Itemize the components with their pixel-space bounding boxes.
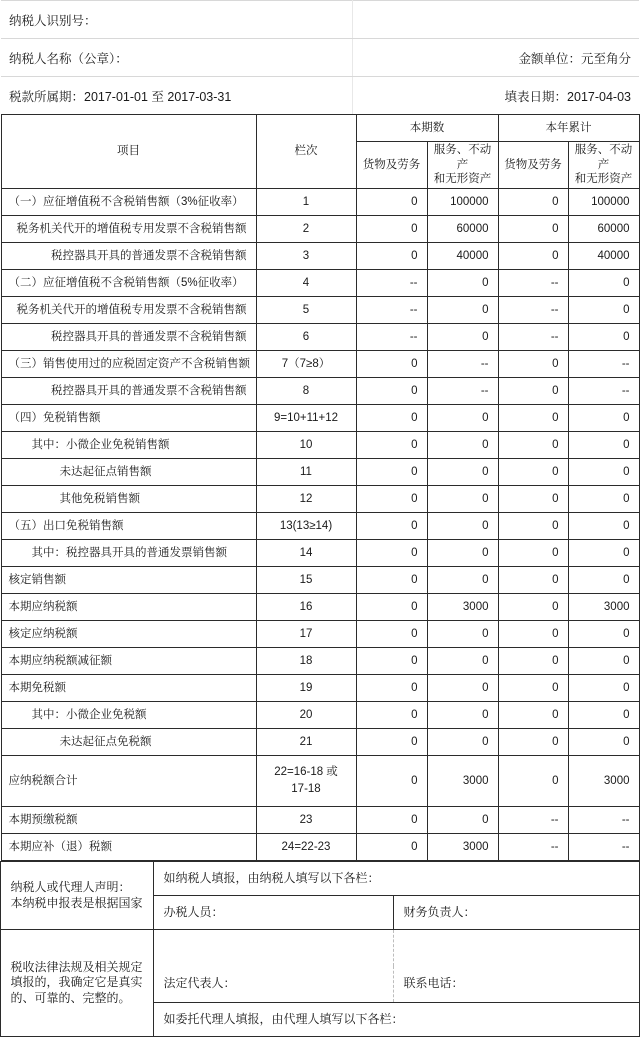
tax-handler-field[interactable]: 办税人员： [154, 896, 394, 930]
cell-current-goods[interactable]: 0 [356, 621, 427, 648]
row-item-label: 其中：税控器具开具的普通发票销售额 [1, 540, 256, 567]
line-number-part-2: 17-18 [291, 783, 321, 795]
cell-current-services[interactable]: 0 [427, 567, 498, 594]
row-line-number: 20 [256, 702, 356, 729]
line-number-part-1: 22=16-18 或 [274, 766, 338, 779]
cell-ytd-services[interactable]: -- [568, 807, 639, 834]
row-line-number: 19 [256, 675, 356, 702]
vat-table-body [1, 189, 639, 861]
table-row [1, 834, 639, 861]
table-row [1, 351, 639, 378]
declaration-row-3 [1, 930, 639, 967]
tax-period-label: 税款所属期：2017-01-01 至 2017-03-31 [1, 77, 353, 115]
declaration-line-2: 本纳税申报表是根据国家 [10, 895, 143, 910]
row-line-number: 5 [256, 297, 356, 324]
cell-ytd-services[interactable]: 0 [568, 270, 639, 297]
cell-ytd-goods[interactable]: 0 [498, 567, 568, 594]
table-row [1, 270, 639, 297]
table-row [1, 378, 639, 405]
legal-rep-spacer-left [154, 930, 394, 967]
table-row [1, 297, 639, 324]
row-item-label: 核定应纳税额 [1, 621, 256, 648]
row-item-label: 税务机关代开的增值税专用发票不含税销售额 [1, 297, 256, 324]
col-header-ytd-services [568, 142, 639, 189]
cell-ytd-services[interactable]: 100000 [568, 189, 639, 216]
table-row [1, 405, 639, 432]
cell-ytd-services[interactable]: 0 [568, 729, 639, 756]
contact-spacer-right [394, 930, 639, 967]
row-item-label: （二）应征增值税不含税销售额（5%征收率） [1, 270, 256, 297]
cell-current-services[interactable]: 0 [427, 432, 498, 459]
table-row [1, 432, 639, 459]
cell-ytd-services[interactable]: 40000 [568, 243, 639, 270]
row-line-number: 17 [256, 621, 356, 648]
cell-current-services[interactable]: 0 [427, 486, 498, 513]
row-item-label: 本期应补（退）税额 [1, 834, 256, 861]
row-item-label: 本期应纳税额 [1, 594, 256, 621]
cell-current-goods[interactable]: 0 [356, 729, 427, 756]
cell-current-goods[interactable]: 0 [356, 486, 427, 513]
taxpayer-name-label: 纳税人名称（公章）： [1, 39, 353, 77]
declaration-line-4: 填报的，我确定它是真实 [10, 975, 143, 990]
table-row [1, 324, 639, 351]
table-row [1, 729, 639, 756]
row-line-number: 8 [256, 378, 356, 405]
declaration-line-3: 税收法律法规及相关规定 [10, 959, 143, 974]
table-row [1, 189, 639, 216]
finance-officer-field[interactable]: 财务负责人： [394, 896, 639, 930]
cell-current-services[interactable]: 0 [427, 540, 498, 567]
row-line-number: 15 [256, 567, 356, 594]
row-item-label: （三）销售使用过的应税固定资产不含税销售额 [1, 351, 256, 378]
taxpayer-info-block [1, 0, 639, 114]
cell-ytd-services[interactable]: 0 [568, 405, 639, 432]
row-line-number: 12 [256, 486, 356, 513]
services-line-1: 服务、不动产 [433, 144, 492, 171]
cell-current-services[interactable]: 3000 [427, 594, 498, 621]
cell-current-goods[interactable]: 0 [356, 459, 427, 486]
cell-current-services[interactable]: 100000 [427, 189, 498, 216]
table-row [1, 648, 639, 675]
row-item-label: 应纳税额合计 [1, 756, 256, 807]
row-item-label: 本期免税额 [1, 675, 256, 702]
row-item-label: 税控器具开具的普通发票不含税销售额 [1, 378, 256, 405]
cell-ytd-goods[interactable]: 0 [498, 459, 568, 486]
row-line-number: 10 [256, 432, 356, 459]
table-row [1, 807, 639, 834]
row-line-number: 2 [256, 216, 356, 243]
table-row [1, 621, 639, 648]
row-line-number: 7（7≥8） [256, 351, 356, 378]
cell-ytd-services[interactable]: 0 [568, 621, 639, 648]
cell-current-services[interactable]: 0 [427, 270, 498, 297]
row-line-number: 6 [256, 324, 356, 351]
cell-current-goods[interactable]: 0 [356, 378, 427, 405]
cell-ytd-goods[interactable]: -- [498, 834, 568, 861]
cell-current-services[interactable]: 0 [427, 648, 498, 675]
cell-current-services[interactable]: 0 [427, 513, 498, 540]
cell-ytd-goods[interactable]: -- [498, 270, 568, 297]
cell-current-goods[interactable]: 0 [356, 756, 427, 807]
cell-ytd-goods[interactable]: -- [498, 297, 568, 324]
cell-ytd-goods[interactable]: 0 [498, 648, 568, 675]
declaration-text-bottom [1, 930, 154, 1037]
table-row [1, 243, 639, 270]
cell-current-goods[interactable]: 0 [356, 216, 427, 243]
contact-phone-field[interactable]: 联系电话： [394, 966, 639, 1003]
cell-ytd-services[interactable]: 0 [568, 513, 639, 540]
row-item-label: 其中：小微企业免税销售额 [1, 432, 256, 459]
cell-ytd-goods[interactable]: 0 [498, 216, 568, 243]
cell-current-services[interactable]: 0 [427, 729, 498, 756]
cell-ytd-services[interactable]: 3000 [568, 594, 639, 621]
cell-current-services[interactable]: 0 [427, 459, 498, 486]
col-header-line-no: 栏次 [256, 115, 356, 189]
table-header-row-top [1, 115, 639, 142]
cell-ytd-services[interactable]: 0 [568, 675, 639, 702]
cell-current-goods[interactable]: 0 [356, 567, 427, 594]
cell-ytd-goods[interactable]: 0 [498, 405, 568, 432]
cell-ytd-goods[interactable]: 0 [498, 594, 568, 621]
cell-current-services[interactable]: 0 [427, 702, 498, 729]
cell-current-goods[interactable]: 0 [356, 189, 427, 216]
cell-ytd-goods[interactable]: 0 [498, 729, 568, 756]
declaration-line-5: 的、可靠的、完整的。 [10, 990, 131, 1005]
cell-ytd-services[interactable]: 0 [568, 567, 639, 594]
cell-current-services[interactable]: 3000 [427, 834, 498, 861]
cell-current-services[interactable]: 0 [427, 675, 498, 702]
table-row [1, 675, 639, 702]
cell-current-goods[interactable]: 0 [356, 243, 427, 270]
table-row [1, 702, 639, 729]
table-row [1, 486, 639, 513]
col-header-current-services [427, 142, 498, 189]
col-header-ytd-goods: 货物及劳务 [498, 142, 568, 189]
cell-current-services[interactable]: 0 [427, 405, 498, 432]
cell-current-goods[interactable]: 0 [356, 594, 427, 621]
cell-current-goods[interactable]: 0 [356, 675, 427, 702]
row-line-number: 4 [256, 270, 356, 297]
cell-ytd-services[interactable]: -- [568, 351, 639, 378]
row-line-number: 16 [256, 594, 356, 621]
table-row [1, 594, 639, 621]
cell-ytd-goods[interactable]: 0 [498, 513, 568, 540]
cell-current-goods[interactable]: 0 [356, 432, 427, 459]
row-item-label: （四）免税销售额 [1, 405, 256, 432]
cell-ytd-services[interactable]: 0 [568, 702, 639, 729]
legal-rep-field[interactable]: 法定代表人： [154, 966, 394, 1003]
cell-current-services[interactable]: 0 [427, 324, 498, 351]
row-item-label: 本期预缴税额 [1, 807, 256, 834]
cell-current-services[interactable]: 40000 [427, 243, 498, 270]
row-item-label: 本期应纳税额减征额 [1, 648, 256, 675]
cell-current-goods[interactable]: -- [356, 324, 427, 351]
row-line-number: 3 [256, 243, 356, 270]
row-item-label: 其他免税销售额 [1, 486, 256, 513]
col-header-current-period: 本期数 [356, 115, 498, 142]
taxpayer-id-value [353, 1, 640, 39]
cell-ytd-goods[interactable]: 0 [498, 432, 568, 459]
declaration-row-1 [1, 862, 639, 896]
cell-current-goods[interactable]: 0 [356, 540, 427, 567]
row-item-label: 税控器具开具的普通发票不含税销售额 [1, 324, 256, 351]
cell-ytd-services[interactable]: -- [568, 834, 639, 861]
cell-current-goods[interactable]: 0 [356, 351, 427, 378]
cell-ytd-services[interactable]: 0 [568, 540, 639, 567]
row-item-label: 税务机关代开的增值税专用发票不含税销售额 [1, 216, 256, 243]
col-header-item: 项目 [1, 115, 256, 189]
cell-current-goods[interactable]: -- [356, 297, 427, 324]
row-line-number [256, 756, 356, 807]
cell-ytd-services[interactable]: 0 [568, 432, 639, 459]
row-item-label: 其中：小微企业免税额 [1, 702, 256, 729]
cell-current-services[interactable]: 0 [427, 621, 498, 648]
row-line-number: 1 [256, 189, 356, 216]
table-row [1, 513, 639, 540]
vat-declaration-table [1, 114, 640, 861]
row-item-label: 未达起征点销售额 [1, 459, 256, 486]
services-line-2: 和无形资产 [433, 173, 492, 186]
cell-current-services[interactable]: 0 [427, 807, 498, 834]
cell-current-goods[interactable]: 0 [356, 702, 427, 729]
cell-current-goods[interactable]: 0 [356, 834, 427, 861]
agent-fill-note: 如委托代理人填报，由代理人填写以下各栏： [154, 1003, 639, 1037]
row-line-number: 18 [256, 648, 356, 675]
cell-current-goods[interactable]: 0 [356, 513, 427, 540]
row-item-label: 未达起征点免税额 [1, 729, 256, 756]
table-row [1, 459, 639, 486]
cell-ytd-services[interactable]: 0 [568, 486, 639, 513]
cell-ytd-services[interactable]: 60000 [568, 216, 639, 243]
declaration-line-1: 纳税人或代理人声明： [10, 879, 131, 894]
row-line-number: 9=10+11+12 [256, 405, 356, 432]
cell-current-services[interactable]: 0 [427, 297, 498, 324]
cell-ytd-goods[interactable]: 0 [498, 243, 568, 270]
cell-ytd-goods[interactable]: 0 [498, 621, 568, 648]
cell-ytd-goods[interactable]: 0 [498, 540, 568, 567]
row-item-label: 税控器具开具的普通发票不含税销售额 [1, 243, 256, 270]
services-line-2: 和无形资产 [574, 173, 633, 186]
cell-ytd-services[interactable]: 0 [568, 297, 639, 324]
table-row [1, 567, 639, 594]
amount-unit-label: 金额单位：元至角分 [353, 39, 640, 77]
tax-period-row [1, 77, 639, 115]
row-line-number: 24=22-23 [256, 834, 356, 861]
col-header-current-goods: 货物及劳务 [356, 142, 427, 189]
cell-ytd-goods[interactable]: -- [498, 807, 568, 834]
cell-ytd-services[interactable]: 3000 [568, 756, 639, 807]
row-item-label: （五）出口免税销售额 [1, 513, 256, 540]
cell-ytd-services[interactable]: 0 [568, 324, 639, 351]
table-row [1, 756, 639, 807]
row-item-label: 核定销售额 [1, 567, 256, 594]
row-line-number: 14 [256, 540, 356, 567]
row-item-label: （一）应征增值税不含税销售额（3%征收率） [1, 189, 256, 216]
col-header-year-to-date: 本年累计 [498, 115, 639, 142]
cell-current-goods[interactable]: 0 [356, 405, 427, 432]
cell-current-goods[interactable]: 0 [356, 807, 427, 834]
table-row [1, 216, 639, 243]
filing-date-label: 填表日期：2017-04-03 [504, 89, 631, 104]
cell-current-services[interactable]: -- [427, 351, 498, 378]
row-line-number: 21 [256, 729, 356, 756]
cell-ytd-services[interactable]: 0 [568, 648, 639, 675]
taxpayer-id-row [1, 1, 639, 39]
cell-current-goods[interactable]: -- [356, 270, 427, 297]
table-row [1, 540, 639, 567]
cell-current-services[interactable]: -- [427, 378, 498, 405]
cell-current-services[interactable]: 3000 [427, 756, 498, 807]
taxpayer-fill-note: 如纳税人填报，由纳税人填写以下各栏： [154, 862, 639, 896]
cell-ytd-goods[interactable]: 0 [498, 378, 568, 405]
cell-ytd-goods[interactable]: 0 [498, 702, 568, 729]
taxpayer-id-label: 纳税人识别号： [1, 1, 353, 39]
cell-ytd-services[interactable]: 0 [568, 459, 639, 486]
cell-ytd-goods[interactable]: 0 [498, 351, 568, 378]
cell-ytd-goods[interactable]: 0 [498, 189, 568, 216]
cell-ytd-goods[interactable]: 0 [498, 756, 568, 807]
taxpayer-name-row [1, 39, 639, 77]
row-line-number: 23 [256, 807, 356, 834]
cell-ytd-goods[interactable]: -- [498, 324, 568, 351]
declaration-text-top [1, 862, 154, 930]
row-line-number: 13(13≥14) [256, 513, 356, 540]
declaration-footer-block [0, 861, 639, 1037]
cell-current-goods[interactable]: 0 [356, 648, 427, 675]
cell-ytd-services[interactable]: -- [568, 378, 639, 405]
cell-current-services[interactable]: 60000 [427, 216, 498, 243]
cell-ytd-goods[interactable]: 0 [498, 675, 568, 702]
cell-ytd-goods[interactable]: 0 [498, 486, 568, 513]
row-line-number: 11 [256, 459, 356, 486]
services-line-1: 服务、不动产 [574, 144, 633, 171]
